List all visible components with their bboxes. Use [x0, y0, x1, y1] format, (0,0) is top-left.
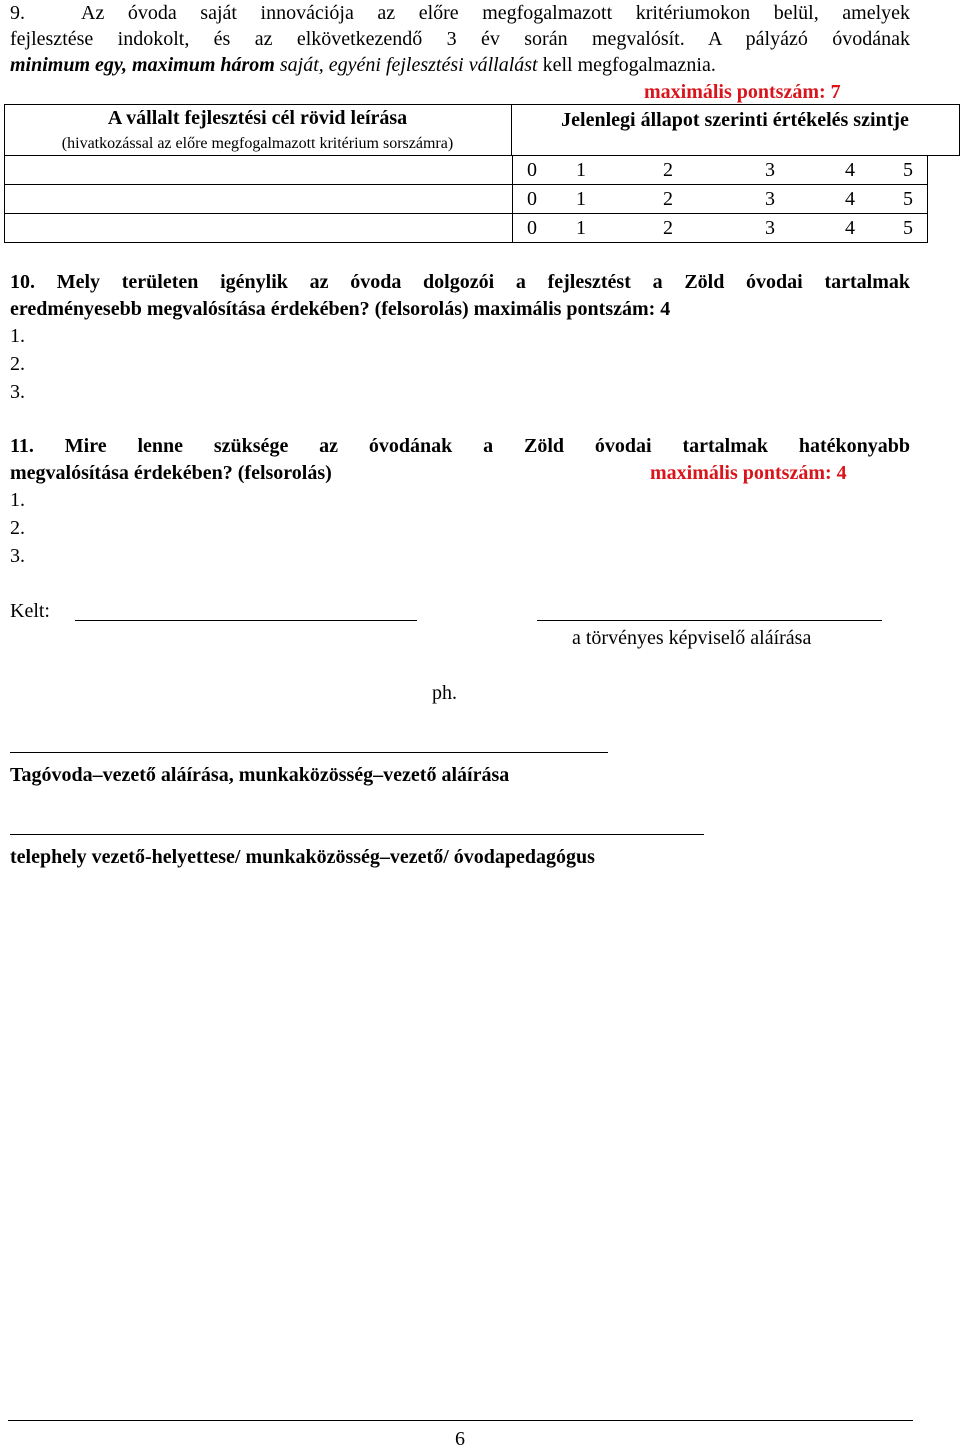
q10-line2: eredményesebb megvalósítása érdekében? (felsorolás) maximális pontszám: 4 — [10, 298, 671, 320]
q9-line3 — [10, 52, 716, 78]
tagovoda-signature-line[interactable] — [10, 752, 608, 753]
q10-item-1: 1. — [10, 325, 25, 347]
tagovoda-label: Tagóvoda–vezető aláírása, munkaközösség–vezető aláírása — [10, 764, 510, 786]
score-2[interactable]: 2 — [663, 188, 673, 210]
telephely-label: telephely vezető-helyettese/ munkaközösség–vezető/ óvodapedagógus — [10, 846, 595, 868]
table-row — [4, 214, 928, 243]
score-1[interactable]: 1 — [576, 188, 586, 210]
representative-label: a törvényes képviselő aláírása — [572, 627, 812, 649]
table-row — [4, 156, 928, 185]
q11-line2: megvalósítása érdekében? (felsorolás) — [10, 462, 332, 484]
col2-title: Jelenlegi állapot szerinti értékelés szintje — [561, 109, 909, 131]
score-5[interactable]: 5 — [903, 188, 913, 210]
q11-item-2: 2. — [10, 517, 25, 539]
q11-item-3: 3. — [10, 545, 25, 567]
table-row — [4, 185, 928, 214]
q9-line3-end: kell megfogalmaznia. — [537, 54, 716, 76]
score-0[interactable]: 0 — [527, 188, 537, 210]
date-line[interactable] — [75, 620, 417, 621]
footer-rule — [8, 1420, 913, 1421]
score-0[interactable]: 0 — [527, 159, 537, 181]
score-3[interactable]: 3 — [765, 188, 775, 210]
q9-line3-italic: saját, egyéni fejlesztési vállalást — [274, 54, 538, 76]
score-4[interactable]: 4 — [845, 217, 855, 239]
ph-label: ph. — [432, 682, 457, 704]
q10-line1: 10. Mely területen igénylik az óvoda dolgozói a fejlesztést a Zöld óvodai tartalmak — [10, 271, 910, 293]
q11-item-1: 1. — [10, 489, 25, 511]
score-2[interactable]: 2 — [663, 217, 673, 239]
description-cell[interactable] — [5, 156, 513, 184]
representative-signature-line[interactable] — [537, 620, 882, 621]
col1-subtitle: (hivatkozással az előre megfogalmazott kritérium sorszámra) — [61, 135, 454, 152]
q11-max-points: maximális pontszám: 4 — [650, 462, 847, 484]
score-4[interactable]: 4 — [845, 188, 855, 210]
score-3[interactable]: 3 — [765, 159, 775, 181]
q9-line2: fejlesztése indokolt, és az elkövetkezendő 3 év során megvalósít. A pályázó óvodának — [10, 28, 910, 50]
score-1[interactable]: 1 — [576, 159, 586, 181]
table-header-evaluation — [512, 104, 960, 156]
kelt-label: Kelt: — [10, 600, 50, 622]
score-1[interactable]: 1 — [576, 217, 586, 239]
table-header-description — [4, 104, 512, 156]
score-0[interactable]: 0 — [527, 217, 537, 239]
q9-number: 9. — [10, 2, 25, 24]
page-number: 6 — [455, 1428, 465, 1450]
score-3[interactable]: 3 — [765, 217, 775, 239]
score-2[interactable]: 2 — [663, 159, 673, 181]
q9-line3-emphasis: minimum egy, maximum három — [10, 54, 275, 76]
score-5[interactable]: 5 — [903, 159, 913, 181]
description-cell[interactable] — [5, 214, 513, 242]
description-cell[interactable] — [5, 185, 513, 213]
q11-line1: 11. Mire lenne szüksége az óvodának a Zöld óvodai tartalmak hatékonyabb — [10, 435, 910, 457]
score-4[interactable]: 4 — [845, 159, 855, 181]
col1-title: A vállalt fejlesztési cél rövid leírása — [107, 107, 408, 129]
q10-item-2: 2. — [10, 353, 25, 375]
q9-max-points: maximális pontszám: 7 — [644, 81, 841, 103]
q10-item-3: 3. — [10, 381, 25, 403]
score-5[interactable]: 5 — [903, 217, 913, 239]
q9-line1: Az óvoda saját innovációja az előre megfogalmazott kritériumokon belül, amelyek — [81, 2, 910, 24]
telephely-signature-line[interactable] — [10, 834, 704, 835]
